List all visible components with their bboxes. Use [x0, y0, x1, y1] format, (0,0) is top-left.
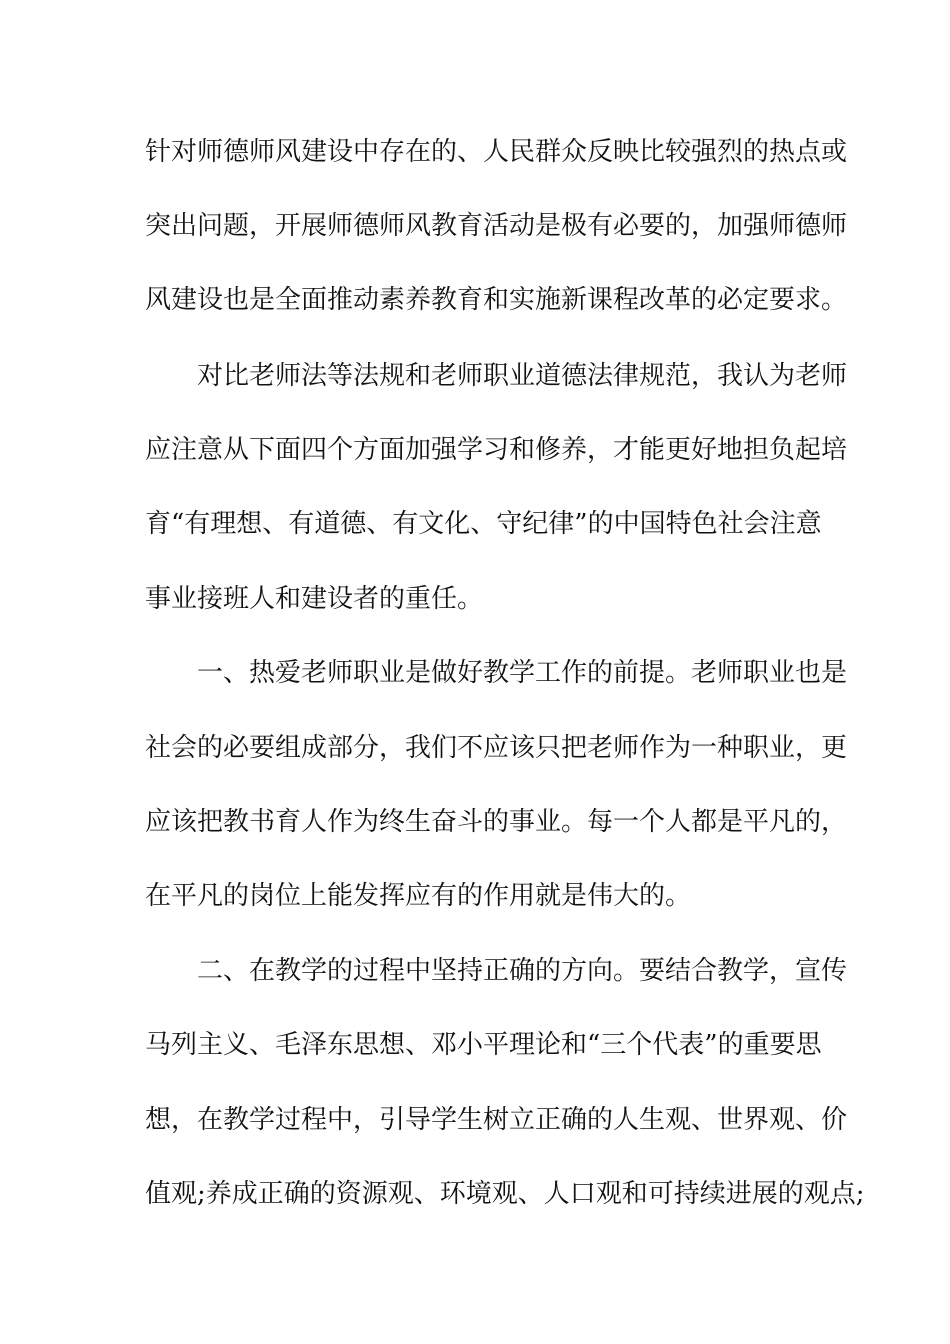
paragraph-4-line-1: 二、在教学的过程中坚持正确的方向。要结合教学，宣传 — [197, 956, 848, 986]
paragraph-4-line-3: 想，在教学过程中，引导学生树立正确的人生观、世界观、价 — [145, 1105, 848, 1135]
paragraph-1-line-1: 针对师德师风建设中存在的、人民群众反映比较强烈的热点或 — [145, 137, 848, 167]
paragraph-2-line-4: 事业接班人和建设者的重任。 — [145, 584, 484, 614]
paragraph-3-line-1: 一、热爱老师职业是做好教学工作的前提。老师职业也是 — [197, 658, 848, 688]
paragraph-1-line-3: 风建设也是全面推动素养教育和实施新课程改革的必定要求。 — [145, 285, 848, 315]
paragraph-3-line-4: 在平凡的岗位上能发挥应有的作用就是伟大的。 — [145, 881, 692, 911]
paragraph-2-line-2: 应注意从下面四个方面加强学习和修养，才能更好地担负起培 — [145, 435, 848, 465]
paragraph-4-line-4: 值观;养成正确的资源观、环境观、人口观和可持续进展的观点; — [145, 1179, 865, 1209]
paragraph-2-line-1: 对比老师法等法规和老师职业道德法律规范，我认为老师 — [197, 361, 848, 391]
paragraph-2-line-3: 育“有理想、有道德、有文化、守纪律”的中国特色社会注意 — [145, 509, 822, 539]
paragraph-4-line-2: 马列主义、毛泽东思想、邓小平理论和“三个代表”的重要思 — [145, 1030, 822, 1060]
paragraph-3-line-2: 社会的必要组成部分，我们不应该只把老师作为一种职业，更 — [145, 733, 848, 763]
paragraph-1-line-2: 突出问题，开展师德师风教育活动是极有必要的，加强师德师 — [145, 211, 848, 241]
paragraph-3-line-3: 应该把教书育人作为终生奋斗的事业。每一个人都是平凡的， — [145, 807, 848, 837]
